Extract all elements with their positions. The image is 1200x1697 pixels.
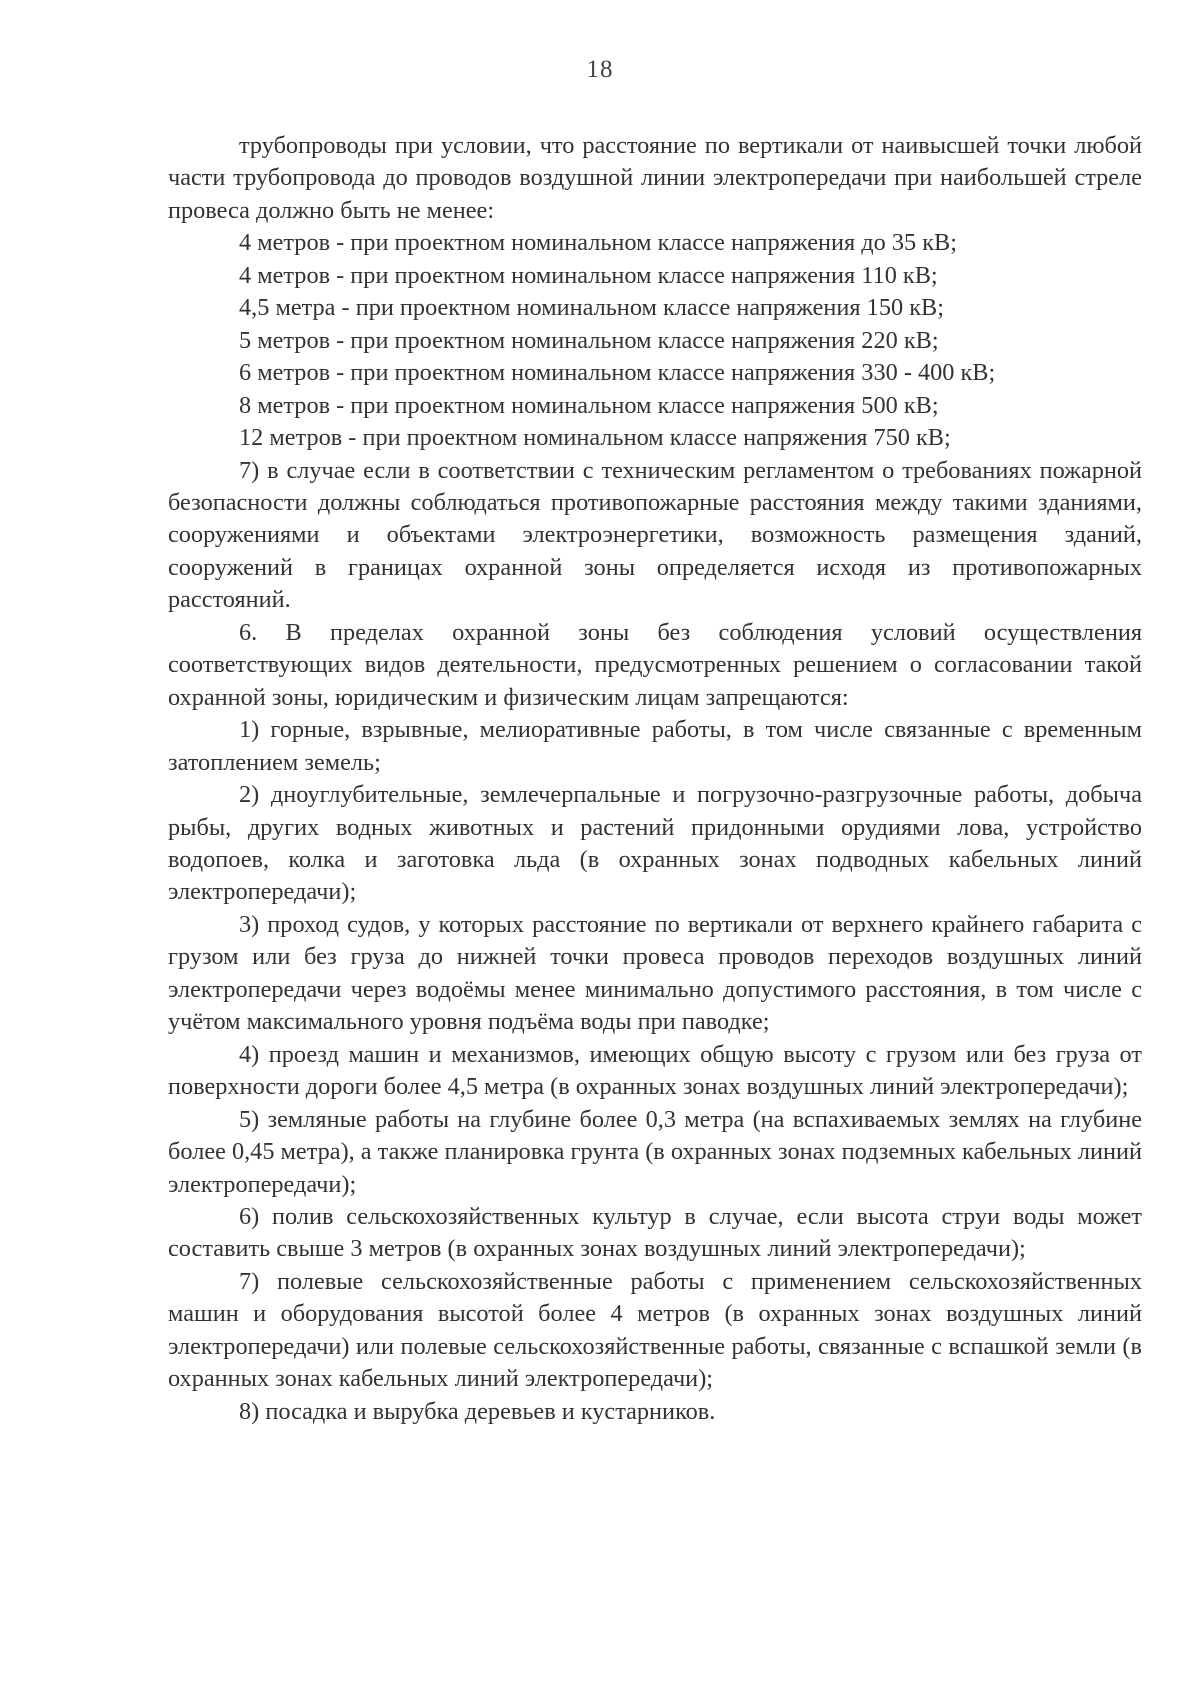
- paragraph-pipelines-intro: трубопроводы при условии, что расстояние по вертикали от наивысшей точки любой части трубопровода до проводов воздушной линии электропередачи при наибольшей стреле провеса должно быть не менее:: [168, 132, 1142, 224]
- list-item-500kv: 8 метров - при проектном номинальном классе напряжения 500 кВ;: [239, 391, 939, 419]
- list-item-110kv: 4 метров - при проектном номинальном классе напряжения 110 кВ;: [239, 261, 938, 289]
- paragraph-item-8: 8) посадка и вырубка деревьев и кустарников.: [239, 1397, 716, 1425]
- list-item-750kv: 12 метров - при проектном номинальном классе напряжения 750 кВ;: [239, 424, 951, 452]
- page-number: 18: [586, 56, 614, 83]
- paragraph-item-6: 6) полив сельскохозяйственных культур в случае, если высота струи воды может составить свыше 3 метров (в охранных зонах воздушных линий электропередачи);: [168, 1202, 1142, 1263]
- paragraph-item-5: 5) земляные работы на глубине более 0,3 метра (на вспахиваемых землях на глубине более 0,45 метра), а также планировка грунта (в охранных зонах подземных кабельных линий электропередачи);: [168, 1105, 1142, 1198]
- document-body: [168, 130, 1142, 1428]
- paragraph-item-1: 1) горные, взрывные, мелиоративные работы, в том числе связанные с временным затоплением земель;: [168, 716, 1142, 776]
- paragraph-section-6: 6. В пределах охранной зоны без соблюдения условий осуществления соответствующих видов деятельности, предусмотренных решением о согласовании такой охранной зоны, юридическим и физическим лицам запрещаются:: [168, 618, 1142, 711]
- list-item-150kv: 4,5 метра - при проектном номинальном классе напряжения 150 кВ;: [239, 294, 944, 322]
- paragraph-item-7-fire-safety: 7) в случае если в соответствии с техническим регламентом о требованиях пожарной безопасности должны соблюдаться противопожарные расстояния между такими зданиями, сооружениями и объектами электроэнергетики, возможность размещения зданий, сооружений в границах охранной зоны определяется исходя из противопожарных расстояний.: [168, 456, 1142, 614]
- paragraph-item-3: 3) проход судов, у которых расстояние по вертикали от верхнего крайнего габарита с грузом или без груза до нижней точки провеса проводов переходов воздушных линий электропередачи через водоёмы менее минимально допустимого расстояния, в том числе с учётом максимального уровня подъёма воды при паводке;: [168, 910, 1142, 1036]
- list-item-35kv: 4 метров - при проектном номинальном классе напряжения до 35 кВ;: [239, 229, 958, 257]
- list-item-330-400kv: 6 метров - при проектном номинальном классе напряжения 330 - 400 кВ;: [239, 359, 996, 387]
- paragraph-item-4: 4) проезд машин и механизмов, имеющих общую высоту с грузом или без груза от поверхности дороги более 4,5 метра (в охранных зонах воздушных линий электропередачи);: [168, 1040, 1142, 1101]
- paragraph-item-7-fieldwork: 7) полевые сельскохозяйственные работы с применением сельскохозяйственных машин и оборудования высотой более 4 метров (в охранных зонах воздушных линий электропередачи) или полевые сельскохозяйственные работы, связанные с вспашкой земли (в охранных зонах кабельных линий электропередачи);: [168, 1267, 1142, 1393]
- list-item-220kv: 5 метров - при проектном номинальном классе напряжения 220 кВ;: [239, 326, 939, 354]
- paragraph-item-2: 2) дноуглубительные, землечерпальные и погрузочно-разгрузочные работы, добыча рыбы, других водных животных и растений придонными орудиями лова, устройство водопоев, колка и заготовка льда (в охранных зонах подводных кабельных линий электропередачи);: [168, 781, 1142, 906]
